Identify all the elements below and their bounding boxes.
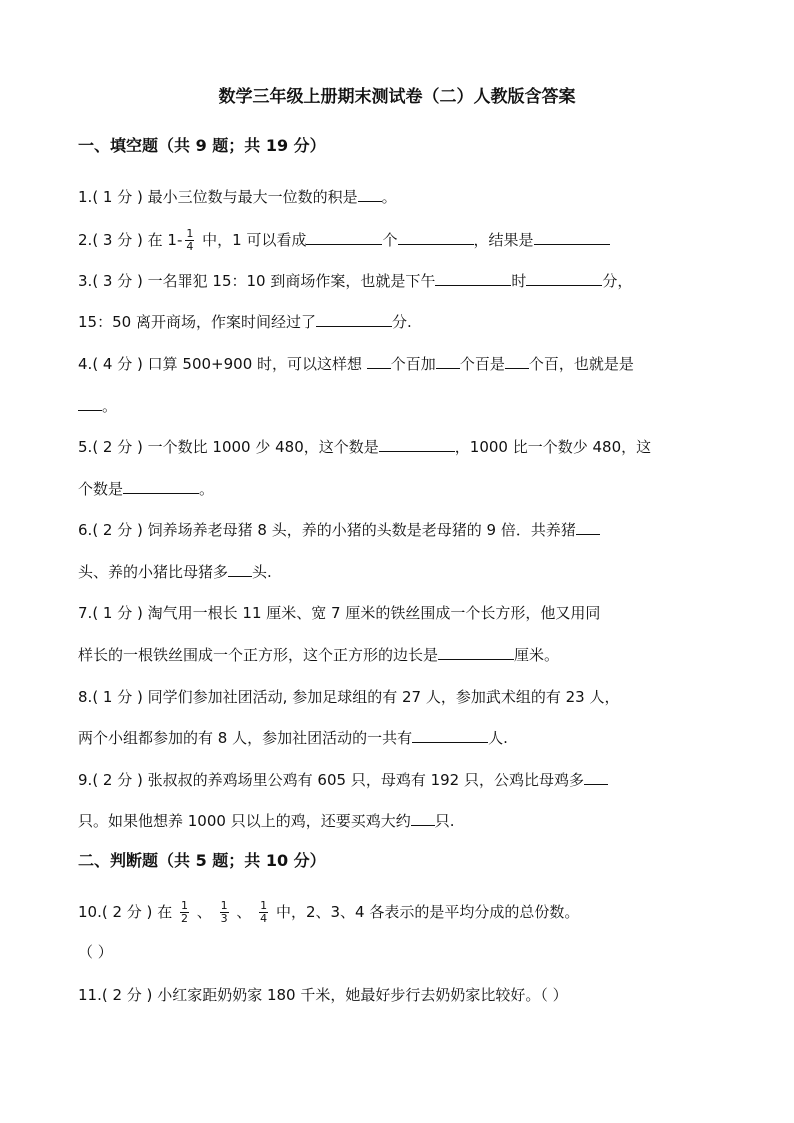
answer-blank[interactable]	[505, 353, 529, 369]
answer-blank[interactable]	[367, 353, 391, 369]
fraction: $\frac{1}{3}$	[220, 899, 228, 925]
fraction: $\frac{1}{4}$	[186, 227, 194, 253]
question-5: 5.( 2 分 ) 一个数比 1000 少 480，这个数是 ，1000 比一个数少 480，这	[78, 438, 652, 456]
answer-blank[interactable]	[316, 311, 392, 327]
answer-blank[interactable]	[438, 644, 514, 660]
question-2: 2.( 3 分 ) 在 1- $\frac{1}{4}$ 中，1 可以看成 个 ，结果是	[78, 228, 723, 253]
fraction: $\frac{1}{4}$	[260, 899, 268, 925]
question-4: 4.( 4 分 ) 口算 500+900 时，可以这样想 个百加 个百是 个百，也就是是	[78, 355, 634, 373]
answer-blank[interactable]	[412, 727, 488, 743]
answer-blank[interactable]	[411, 810, 435, 826]
answer-blank[interactable]	[379, 436, 455, 452]
page-title: 数学三年级上册期末测试卷（二）人教版含答案	[218, 87, 576, 107]
answer-blank[interactable]	[436, 353, 460, 369]
question-7: 7.( 1 分 ) 淘气用一根长 11 厘米、宽 7 厘米的铁丝围成一个长方形，他又用同	[78, 604, 601, 622]
question-6-line-2: 头、养的小猪比母猪多 头.	[78, 563, 272, 581]
answer-blank[interactable]	[398, 229, 474, 245]
answer-blank[interactable]	[78, 395, 102, 411]
question-4-line-2: 。	[78, 395, 723, 417]
section-true-false-heading: 二、判断题（共 5 题；共 10 分）	[78, 851, 326, 870]
question-8-line-2: 两个小组都参加的有 8 人，参加社团活动的一共有 人.	[78, 729, 508, 747]
answer-blank[interactable]	[435, 270, 511, 286]
answer-blank[interactable]	[228, 561, 252, 577]
answer-blank[interactable]	[306, 229, 382, 245]
question-8: 8.( 1 分 ) 同学们参加社团活动, 参加足球组的有 27 人，参加武术组的有 23 人，	[78, 688, 620, 706]
answer-blank[interactable]	[358, 186, 382, 202]
answer-blank[interactable]	[123, 478, 199, 494]
question-3: 3.( 3 分 ) 一名罪犯 15：10 到商场作案，也就是下午 时 分，	[78, 272, 633, 290]
answer-blank[interactable]	[576, 519, 600, 535]
answer-blank[interactable]	[526, 270, 602, 286]
question-7-line-2: 样长的一根铁丝围成一个正方形，这个正方形的边长是 厘米。	[78, 646, 560, 664]
question-3-line-2: 15：50 离开商场，作案时间经过了 分.	[78, 313, 412, 331]
fraction: $\frac{1}{2}$	[181, 899, 188, 925]
question-9-line-2: 只。如果他想养 1000 只以上的鸡，还要买鸡大约 只.	[78, 812, 455, 830]
section-fill-in-blank-heading: 一、填空题（共 9 题；共 19 分）	[78, 136, 326, 155]
question-5-line-2: 个数是 。	[78, 480, 215, 498]
question-1: 1.( 1 分 ) 最小三位数与最大一位数的积是 。	[78, 188, 397, 206]
answer-blank[interactable]	[584, 769, 608, 785]
answer-blank[interactable]	[534, 229, 610, 245]
question-6: 6.( 2 分 ) 饲养场养老母猪 8 头，养的小猪的头数是老母猪的 9 倍．共养猪	[78, 519, 723, 541]
question-10-answer-brackets[interactable]: （ ）	[78, 943, 113, 961]
question-9: 9.( 2 分 ) 张叔叔的养鸡场里公鸡有 605 只，母鸡有 192 只，公鸡比母鸡多	[78, 769, 723, 791]
question-10: 10.( 2 分 ) 在 $\frac{1}{2}$ 、 $\frac{1}{3}$ 、 $\frac{1}{4}$ 中，2、3、4 各表示的是平均分成的总份数。	[78, 899, 580, 925]
question-11: 11.( 2 分 ) 小红家距奶奶家 180 千米，她最好步行去奶奶家比较好。（ ）	[78, 986, 568, 1004]
